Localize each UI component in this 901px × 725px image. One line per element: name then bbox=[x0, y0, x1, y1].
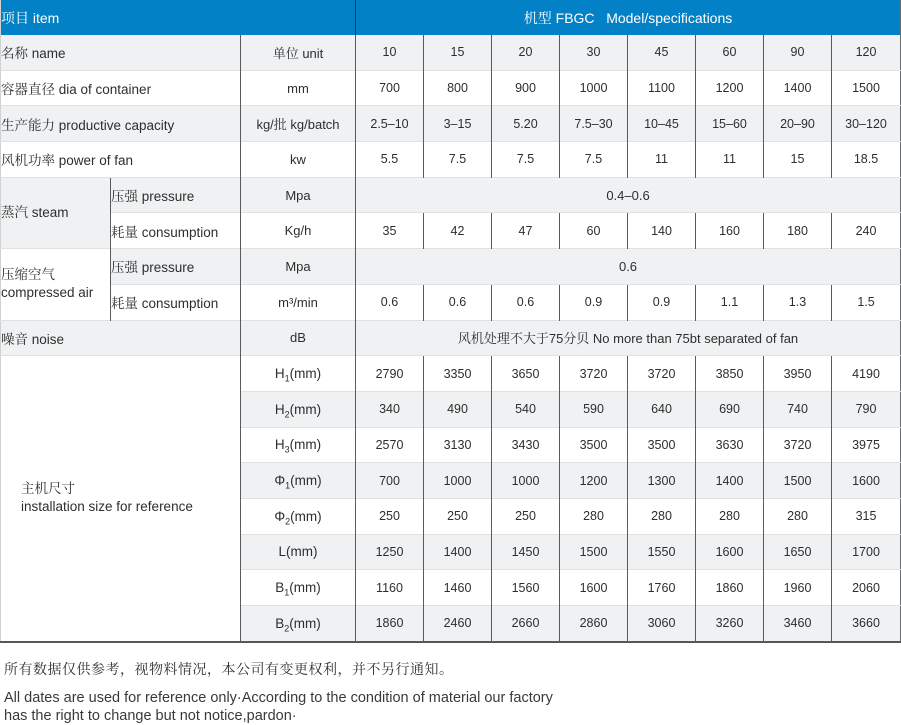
value-cell: 35 bbox=[356, 213, 424, 249]
row-noise bbox=[1, 320, 901, 356]
label-b1: $B_1(mm)$ bbox=[241, 570, 356, 606]
label-h2: $H_2(mm)$ bbox=[241, 391, 356, 427]
value-cell: 2660 bbox=[492, 606, 560, 642]
cell: Mpa bbox=[241, 177, 356, 213]
value-cell: 280 bbox=[696, 498, 764, 534]
value-cell: 2060 bbox=[832, 570, 901, 606]
cell: Mpa bbox=[241, 249, 356, 285]
value-steam-pressure: 0.4–0.6 bbox=[356, 177, 901, 213]
value-cell: 1000 bbox=[560, 70, 628, 106]
value-cell: 490 bbox=[424, 391, 492, 427]
value-cell: 0.6 bbox=[492, 284, 560, 320]
table-header bbox=[1, 0, 901, 35]
group-steam: 蒸汽 steam bbox=[1, 177, 111, 248]
value-cell: 1200 bbox=[560, 463, 628, 499]
value-cell: 640 bbox=[628, 391, 696, 427]
label-h3: $H_3(mm)$ bbox=[241, 427, 356, 463]
cell: kw bbox=[241, 142, 356, 178]
value-cell: 15 bbox=[424, 35, 492, 70]
value-cell: 7.5 bbox=[560, 142, 628, 178]
value-cell: 2.5–10 bbox=[356, 106, 424, 142]
value-cell: 20–90 bbox=[764, 106, 832, 142]
value-cell: 4190 bbox=[832, 356, 901, 392]
value-cell: 3850 bbox=[696, 356, 764, 392]
value-cell: 10 bbox=[356, 35, 424, 70]
value-cell: 3660 bbox=[832, 606, 901, 642]
value-cell: 120 bbox=[832, 35, 901, 70]
value-cell: 700 bbox=[356, 463, 424, 499]
value-cell: 1200 bbox=[696, 70, 764, 106]
value-cell: 42 bbox=[424, 213, 492, 249]
value-cell: 240 bbox=[832, 213, 901, 249]
value-cell: 3650 bbox=[492, 356, 560, 392]
value-cell: 1.3 bbox=[764, 284, 832, 320]
label-fan-power: 风机功率 power of fan bbox=[1, 142, 241, 178]
value-cell: 1450 bbox=[492, 534, 560, 570]
cell: kg/批 kg/batch bbox=[241, 106, 356, 142]
value-cell: 1160 bbox=[356, 570, 424, 606]
value-cell: 1600 bbox=[560, 570, 628, 606]
footnote-english-line2: has the right to change but not notice,pardon· bbox=[4, 707, 297, 724]
value-cell: 3350 bbox=[424, 356, 492, 392]
label-b2: $B_2(mm)$ bbox=[241, 606, 356, 642]
value-cell: 15–60 bbox=[696, 106, 764, 142]
value-cell: 1400 bbox=[424, 534, 492, 570]
value-cell: 60 bbox=[696, 35, 764, 70]
value-cell: 1560 bbox=[492, 570, 560, 606]
value-noise: 风机处理不大于75分贝 No more than 75bt separated of fan bbox=[356, 320, 901, 356]
group-compressed-air: 压缩空气 compressed air bbox=[1, 249, 111, 320]
value-cell: 1500 bbox=[832, 70, 901, 106]
value-cell: 1400 bbox=[764, 70, 832, 106]
value-cell: 1100 bbox=[628, 70, 696, 106]
value-cell: 1700 bbox=[832, 534, 901, 570]
label-steam-pressure: 压强 pressure bbox=[111, 177, 241, 213]
value-cell: 1460 bbox=[424, 570, 492, 606]
value-cell: 1600 bbox=[696, 534, 764, 570]
value-cell: 3950 bbox=[764, 356, 832, 392]
value-cell: 280 bbox=[560, 498, 628, 534]
value-cell: 280 bbox=[628, 498, 696, 534]
footnote-english-line1: All dates are used for reference only·According to the condition of material our factory bbox=[4, 689, 553, 706]
value-cell: 340 bbox=[356, 391, 424, 427]
value-cell: 540 bbox=[492, 391, 560, 427]
value-cell: 60 bbox=[560, 213, 628, 249]
value-cell: 1500 bbox=[560, 534, 628, 570]
value-cell: 900 bbox=[492, 70, 560, 106]
value-cell: 11 bbox=[628, 142, 696, 178]
value-cell: 3500 bbox=[628, 427, 696, 463]
value-cell: 3720 bbox=[628, 356, 696, 392]
value-cell: 800 bbox=[424, 70, 492, 106]
value-cell: 20 bbox=[492, 35, 560, 70]
value-cell: 3130 bbox=[424, 427, 492, 463]
value-cell: 250 bbox=[424, 498, 492, 534]
value-cell: 2460 bbox=[424, 606, 492, 642]
value-cell: 11 bbox=[696, 142, 764, 178]
value-cell: 7.5 bbox=[424, 142, 492, 178]
label-steam-consumption: 耗量 consumption bbox=[111, 213, 241, 249]
value-cell: 1000 bbox=[492, 463, 560, 499]
value-cell: 690 bbox=[696, 391, 764, 427]
value-cell: 740 bbox=[764, 391, 832, 427]
value-cell: 0.9 bbox=[628, 284, 696, 320]
label-name: 名称 name bbox=[1, 35, 241, 70]
value-cell: 3975 bbox=[832, 427, 901, 463]
row-steam-consumption bbox=[1, 213, 901, 249]
value-cell: 90 bbox=[764, 35, 832, 70]
value-cell: 3720 bbox=[764, 427, 832, 463]
value-cell: 1760 bbox=[628, 570, 696, 606]
value-cell: 140 bbox=[628, 213, 696, 249]
value-cell: 1960 bbox=[764, 570, 832, 606]
value-cell: 30 bbox=[560, 35, 628, 70]
label-air-consumption: 耗量 consumption bbox=[111, 284, 241, 320]
value-cell: 3430 bbox=[492, 427, 560, 463]
value-cell: 3500 bbox=[560, 427, 628, 463]
value-cell: 5.5 bbox=[356, 142, 424, 178]
value-cell: 1000 bbox=[424, 463, 492, 499]
value-cell: 3060 bbox=[628, 606, 696, 642]
label-container-dia: 容器直径 dia of container bbox=[1, 70, 241, 106]
row-air-pressure bbox=[1, 249, 901, 285]
label-productive-capacity: 生产能力 productive capacity bbox=[1, 106, 241, 142]
value-cell: 2790 bbox=[356, 356, 424, 392]
value-cell: 1650 bbox=[764, 534, 832, 570]
row-container-dia bbox=[1, 70, 901, 106]
value-air-pressure: 0.6 bbox=[356, 249, 901, 285]
value-cell: 160 bbox=[696, 213, 764, 249]
value-cell: 2860 bbox=[560, 606, 628, 642]
value-cell: 1600 bbox=[832, 463, 901, 499]
value-cell: 1550 bbox=[628, 534, 696, 570]
cell: dB bbox=[241, 320, 356, 356]
row-air-consumption bbox=[1, 284, 901, 320]
value-cell: 250 bbox=[492, 498, 560, 534]
value-cell: 1400 bbox=[696, 463, 764, 499]
value-cell: 3260 bbox=[696, 606, 764, 642]
footnote bbox=[0, 643, 900, 725]
value-cell: 180 bbox=[764, 213, 832, 249]
header-row bbox=[1, 0, 901, 35]
cell: m³/min bbox=[241, 284, 356, 320]
value-cell: 790 bbox=[832, 391, 901, 427]
row-name bbox=[1, 35, 901, 70]
row-h1 bbox=[1, 356, 901, 392]
value-cell: 1500 bbox=[764, 463, 832, 499]
value-cell: 2570 bbox=[356, 427, 424, 463]
row-productive-capacity bbox=[1, 106, 901, 142]
value-cell: 18.5 bbox=[832, 142, 901, 178]
header-item-cell: 项目 item bbox=[1, 0, 356, 35]
label-air-pressure: 压强 pressure bbox=[111, 249, 241, 285]
value-cell: 1860 bbox=[696, 570, 764, 606]
value-cell: 10–45 bbox=[628, 106, 696, 142]
value-cell: 0.9 bbox=[560, 284, 628, 320]
value-cell: 3720 bbox=[560, 356, 628, 392]
value-cell: 7.5 bbox=[492, 142, 560, 178]
value-cell: 1250 bbox=[356, 534, 424, 570]
value-cell: 47 bbox=[492, 213, 560, 249]
row-fan-power bbox=[1, 142, 901, 178]
footnote-chinese: 所有数据仅供参考，视物料情况，本公司有变更权利，并不另行通知。 bbox=[4, 660, 454, 677]
value-cell: 280 bbox=[764, 498, 832, 534]
label-unit: 单位 unit bbox=[241, 35, 356, 70]
label-h1: $H_1(mm)$ bbox=[241, 356, 356, 392]
cell: Kg/h bbox=[241, 213, 356, 249]
value-cell: 0.6 bbox=[424, 284, 492, 320]
table-body bbox=[1, 35, 901, 642]
value-cell: 3460 bbox=[764, 606, 832, 642]
label-phi2: $\Phi_2(mm)$ bbox=[241, 498, 356, 534]
label-phi1: $\Phi_1(mm)$ bbox=[241, 463, 356, 499]
value-cell: 45 bbox=[628, 35, 696, 70]
value-cell: 7.5–30 bbox=[560, 106, 628, 142]
value-cell: 5.20 bbox=[492, 106, 560, 142]
value-cell: 1300 bbox=[628, 463, 696, 499]
value-cell: 1860 bbox=[356, 606, 424, 642]
cell: mm bbox=[241, 70, 356, 106]
value-cell: 30–120 bbox=[832, 106, 901, 142]
value-cell: 3–15 bbox=[424, 106, 492, 142]
value-cell: 590 bbox=[560, 391, 628, 427]
value-cell: 1.1 bbox=[696, 284, 764, 320]
group-installation-size: 主机尺寸 installation size for reference bbox=[1, 356, 241, 642]
value-cell: 1.5 bbox=[832, 284, 901, 320]
value-cell: 315 bbox=[832, 498, 901, 534]
value-cell: 15 bbox=[764, 142, 832, 178]
value-cell: 0.6 bbox=[356, 284, 424, 320]
row-steam-pressure bbox=[1, 177, 901, 213]
header-model-cell: 机型 FBGC Model/specifications bbox=[356, 0, 901, 35]
value-cell: 3630 bbox=[696, 427, 764, 463]
label-noise: 噪音 noise bbox=[1, 320, 241, 356]
value-cell: 250 bbox=[356, 498, 424, 534]
value-cell: 700 bbox=[356, 70, 424, 106]
label-l: L(mm) bbox=[241, 534, 356, 570]
